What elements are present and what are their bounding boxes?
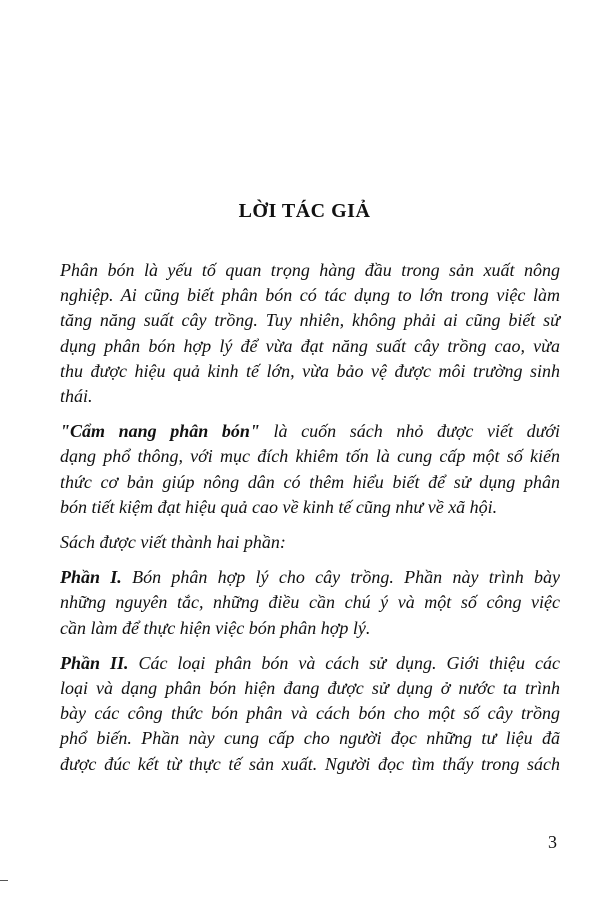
paragraph-part-one <box>60 565 560 641</box>
text-line: bày các công thức bón phân và cách bón cho một số cây trồng <box>60 703 560 724</box>
text-line: nghiệp. Ai cũng biết phân bón có tác dụng to lớn trong việc làm <box>60 285 560 306</box>
text-line: thu được hiệu quả kinh tế lớn, vừa bảo vệ được môi trường sinh <box>60 360 560 381</box>
paragraph-intro <box>60 258 560 409</box>
paragraph-structure <box>60 530 560 555</box>
body-text <box>60 258 560 787</box>
paragraph-part-two <box>60 651 560 777</box>
scan-edge-mark <box>0 880 8 881</box>
text-line: dạng phổ thông, với mục đích khiêm tốn là cung cấp một số kiến <box>60 446 560 467</box>
text-line: cần làm để thực hiện việc bón phân hợp lý. <box>60 617 371 638</box>
text-line: thức cơ bản giúp nông dân có thêm hiểu biết để sử dụng phân <box>60 471 560 492</box>
text-line: dụng phân bón hợp lý để vừa đạt năng suất cây trồng cao, vừa <box>60 335 560 356</box>
part-one-label: Phần I. <box>60 567 122 588</box>
text-fragment: Các loại phân bón và cách sử dụng. Giới thiệu các <box>128 652 560 673</box>
text-line: được đúc kết từ thực tế sản xuất. Người đọc tìm thấy trong sách <box>60 753 560 774</box>
page-title: LỜI TÁC GIẢ <box>238 200 371 222</box>
text-fragment: là cuốn sách nhỏ được viết dưới <box>259 421 560 442</box>
text-line <box>60 651 560 676</box>
text-line: tăng năng suất cây trồng. Tuy nhiên, không phải ai cũng biết sử <box>60 310 560 331</box>
text-line: loại và dạng phân bón hiện đang được sử dụng ở nước ta trình <box>60 678 560 699</box>
text-line: bón tiết kiệm đạt hiệu quả cao về kinh tế cũng như về xã hội. <box>60 496 498 517</box>
text-line: phổ biến. Phần này cung cấp cho người đọc những tư liệu đã <box>60 728 560 749</box>
text-line <box>60 565 560 590</box>
paragraph-book-description <box>60 419 560 520</box>
text-line: những nguyên tắc, những điều cần chú ý và một số công việc <box>60 592 560 613</box>
text-fragment: Bón phân hợp lý cho cây trồng. Phần này trình bày <box>121 567 560 588</box>
text-line: Sách được viết thành hai phần: <box>60 532 286 553</box>
text-line <box>60 419 560 444</box>
book-title-emphasis: "Cẩm nang phân bón" <box>60 421 260 442</box>
text-line: Phân bón là yếu tố quan trọng hàng đầu trong sản xuất nông <box>60 260 560 280</box>
part-two-label: Phần II. <box>60 652 129 673</box>
page-number: 3 <box>548 832 557 852</box>
text-line: thái. <box>60 386 93 407</box>
